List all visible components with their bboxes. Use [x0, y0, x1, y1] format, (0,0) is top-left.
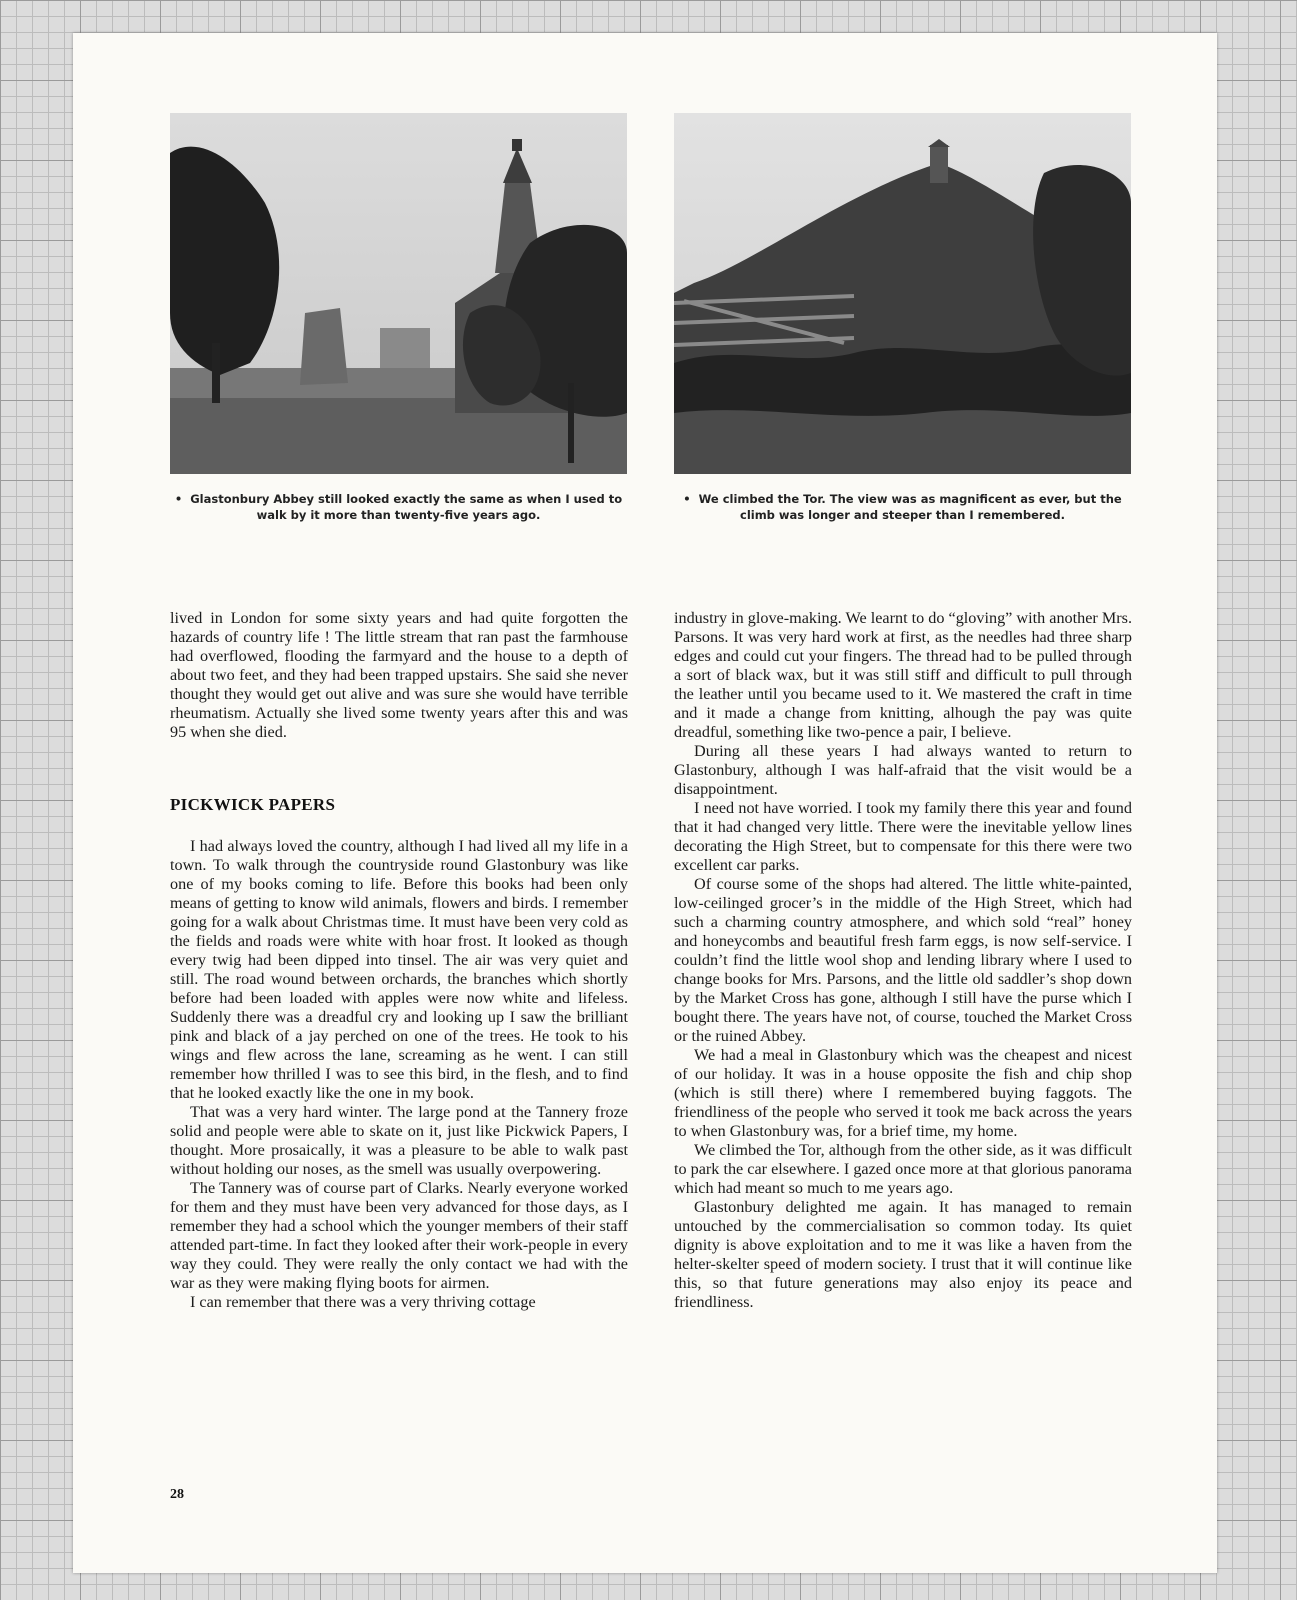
- paragraph: I had always loved the country, although I had lived all my life in a town. To walk through the countryside round Glastonbury was like one of my books coming to life. Before this books had been only means of getting to know wild animals, flowers and birds. I remember going for a walk about Christmas time. It must have been very cold as the fields and roads were white with hoar frost. It looked as though every twig had been dipped into tinsel. The air was very quiet and still. The road wound between orchards, the branches which shortly before had been loaded with apples were now white and lifeless. Suddenly there was a dreadful cry and looking up I saw the brilliant pink and black of a jay perched on one of the trees. He took to his wings and flew across the lane, screaming as he went. I can still remember how thrilled I was to see this bird, in the flesh, and to find that he looked exactly like the one in my book.: [170, 837, 628, 1102]
- paragraph: industry in glove-making. We learnt to do “gloving” with another Mrs. Parsons. It was very hard work at first, as the needles had three sharp edges and could cut your fingers. The thread had to be pulled through a sort of black wax, but it was still stiff and difficult to pull through the leather until you became used to it. We mastered the craft in time and it made a change from knitting, alhough the pay was quite dreadful, something like two-pence a pair, I believe.: [674, 609, 1132, 741]
- paragraph: We had a meal in Glastonbury which was the cheapest and nicest of our holiday. It was in a house opposite the fish and chip shop (which is still there) where I remembered buying faggots. The friendliness of the people who served it took me back across the years to when Glastonbury was, for a brief time, my home.: [674, 1046, 1132, 1140]
- paragraph: The Tannery was of course part of Clarks. Nearly everyone worked for them and they must have been very advanced for those days, as I remember they had a school which the younger members of their staff attended part-time. In fact they looked after their work-people in every way they could. They were really the only contact we had with the war as they were making flying boots for airmen.: [170, 1179, 629, 1292]
- caption-bullet: •: [683, 492, 691, 506]
- left-column: [170, 837, 628, 1312]
- right-column: [674, 609, 1132, 1312]
- section-heading: PICKWICK PAPERS: [170, 795, 336, 814]
- caption-text: Glastonbury Abbey still looked exactly the same as when I used to walk by it more than twenty-five years ago.: [190, 492, 623, 522]
- paragraph: Glastonbury delighted me again. It has managed to remain untouched by the commercialisation so common today. Its quiet dignity is above exploitation and to me it was like a haven from the helter-skelter speed of modern society. I trust that it will continue like this, so that future generations may also enjoy its peace and friendliness.: [674, 1198, 1132, 1311]
- left-column-top: [170, 609, 628, 742]
- paragraph: We climbed the Tor, although from the other side, as it was difficult to park the car elsewhere. I gazed once more at that glorious panorama which had meant so much to me years ago.: [674, 1141, 1132, 1197]
- paragraph: During all these years I had always wanted to return to Glastonbury, although I was half-afraid that the visit would be a disappointment.: [674, 742, 1132, 798]
- caption-text: We climbed the Tor. The view was as magnificent as ever, but the climb was longer and steeper than I remembered.: [698, 492, 1122, 522]
- tor-photo-caption: [674, 491, 1131, 523]
- page-number: 28: [170, 1487, 184, 1502]
- tor-photo: [674, 113, 1131, 474]
- paragraph: That was a very hard winter. The large pond at the Tannery froze solid and people were able to skate on it, just like Pickwick Papers, I thought. More prosaically, it was a pleasure to be able to walk past without holding our noses, as the smell was usually overpowering.: [170, 1103, 628, 1178]
- paragraph: lived in London for some sixty years and had quite forgotten the hazards of country life ! The little stream that ran past the farmhouse had overflowed, flooding the farmyard and the house to a depth of about two feet, and they had been trapped upstairs. She said she never thought they would get out alive and was sure she would have terrible rheumatism. Actually she lived some twenty years after this and was 95 when she died.: [170, 609, 628, 741]
- abbey-photo: [170, 113, 627, 474]
- paragraph: Of course some of the shops had altered. The little white-painted, low-ceilinged grocer’s in the middle of the High Street, which had such a charming country atmosphere, and which sold “real” honey and honeycombs and beautiful fresh farm eggs, is now self-service. I couldn’t find the little wool shop and lending library where I used to change books for Mrs. Parsons, and the little old saddler’s shop down by the Market Cross has gone, although I still have the purse which I bought there. The years have not, of course, touched the Market Cross or the ruined Abbey.: [674, 875, 1132, 1045]
- paragraph: I can remember that there was a very thriving cottage: [190, 1293, 536, 1311]
- paragraph: I need not have worried. I took my family there this year and found that it had changed very little. There were the inevitable yellow lines decorating the High Street, but to compensate for this there were two excellent car parks.: [674, 799, 1132, 874]
- abbey-photo-caption: [170, 491, 627, 523]
- caption-bullet: •: [174, 492, 183, 506]
